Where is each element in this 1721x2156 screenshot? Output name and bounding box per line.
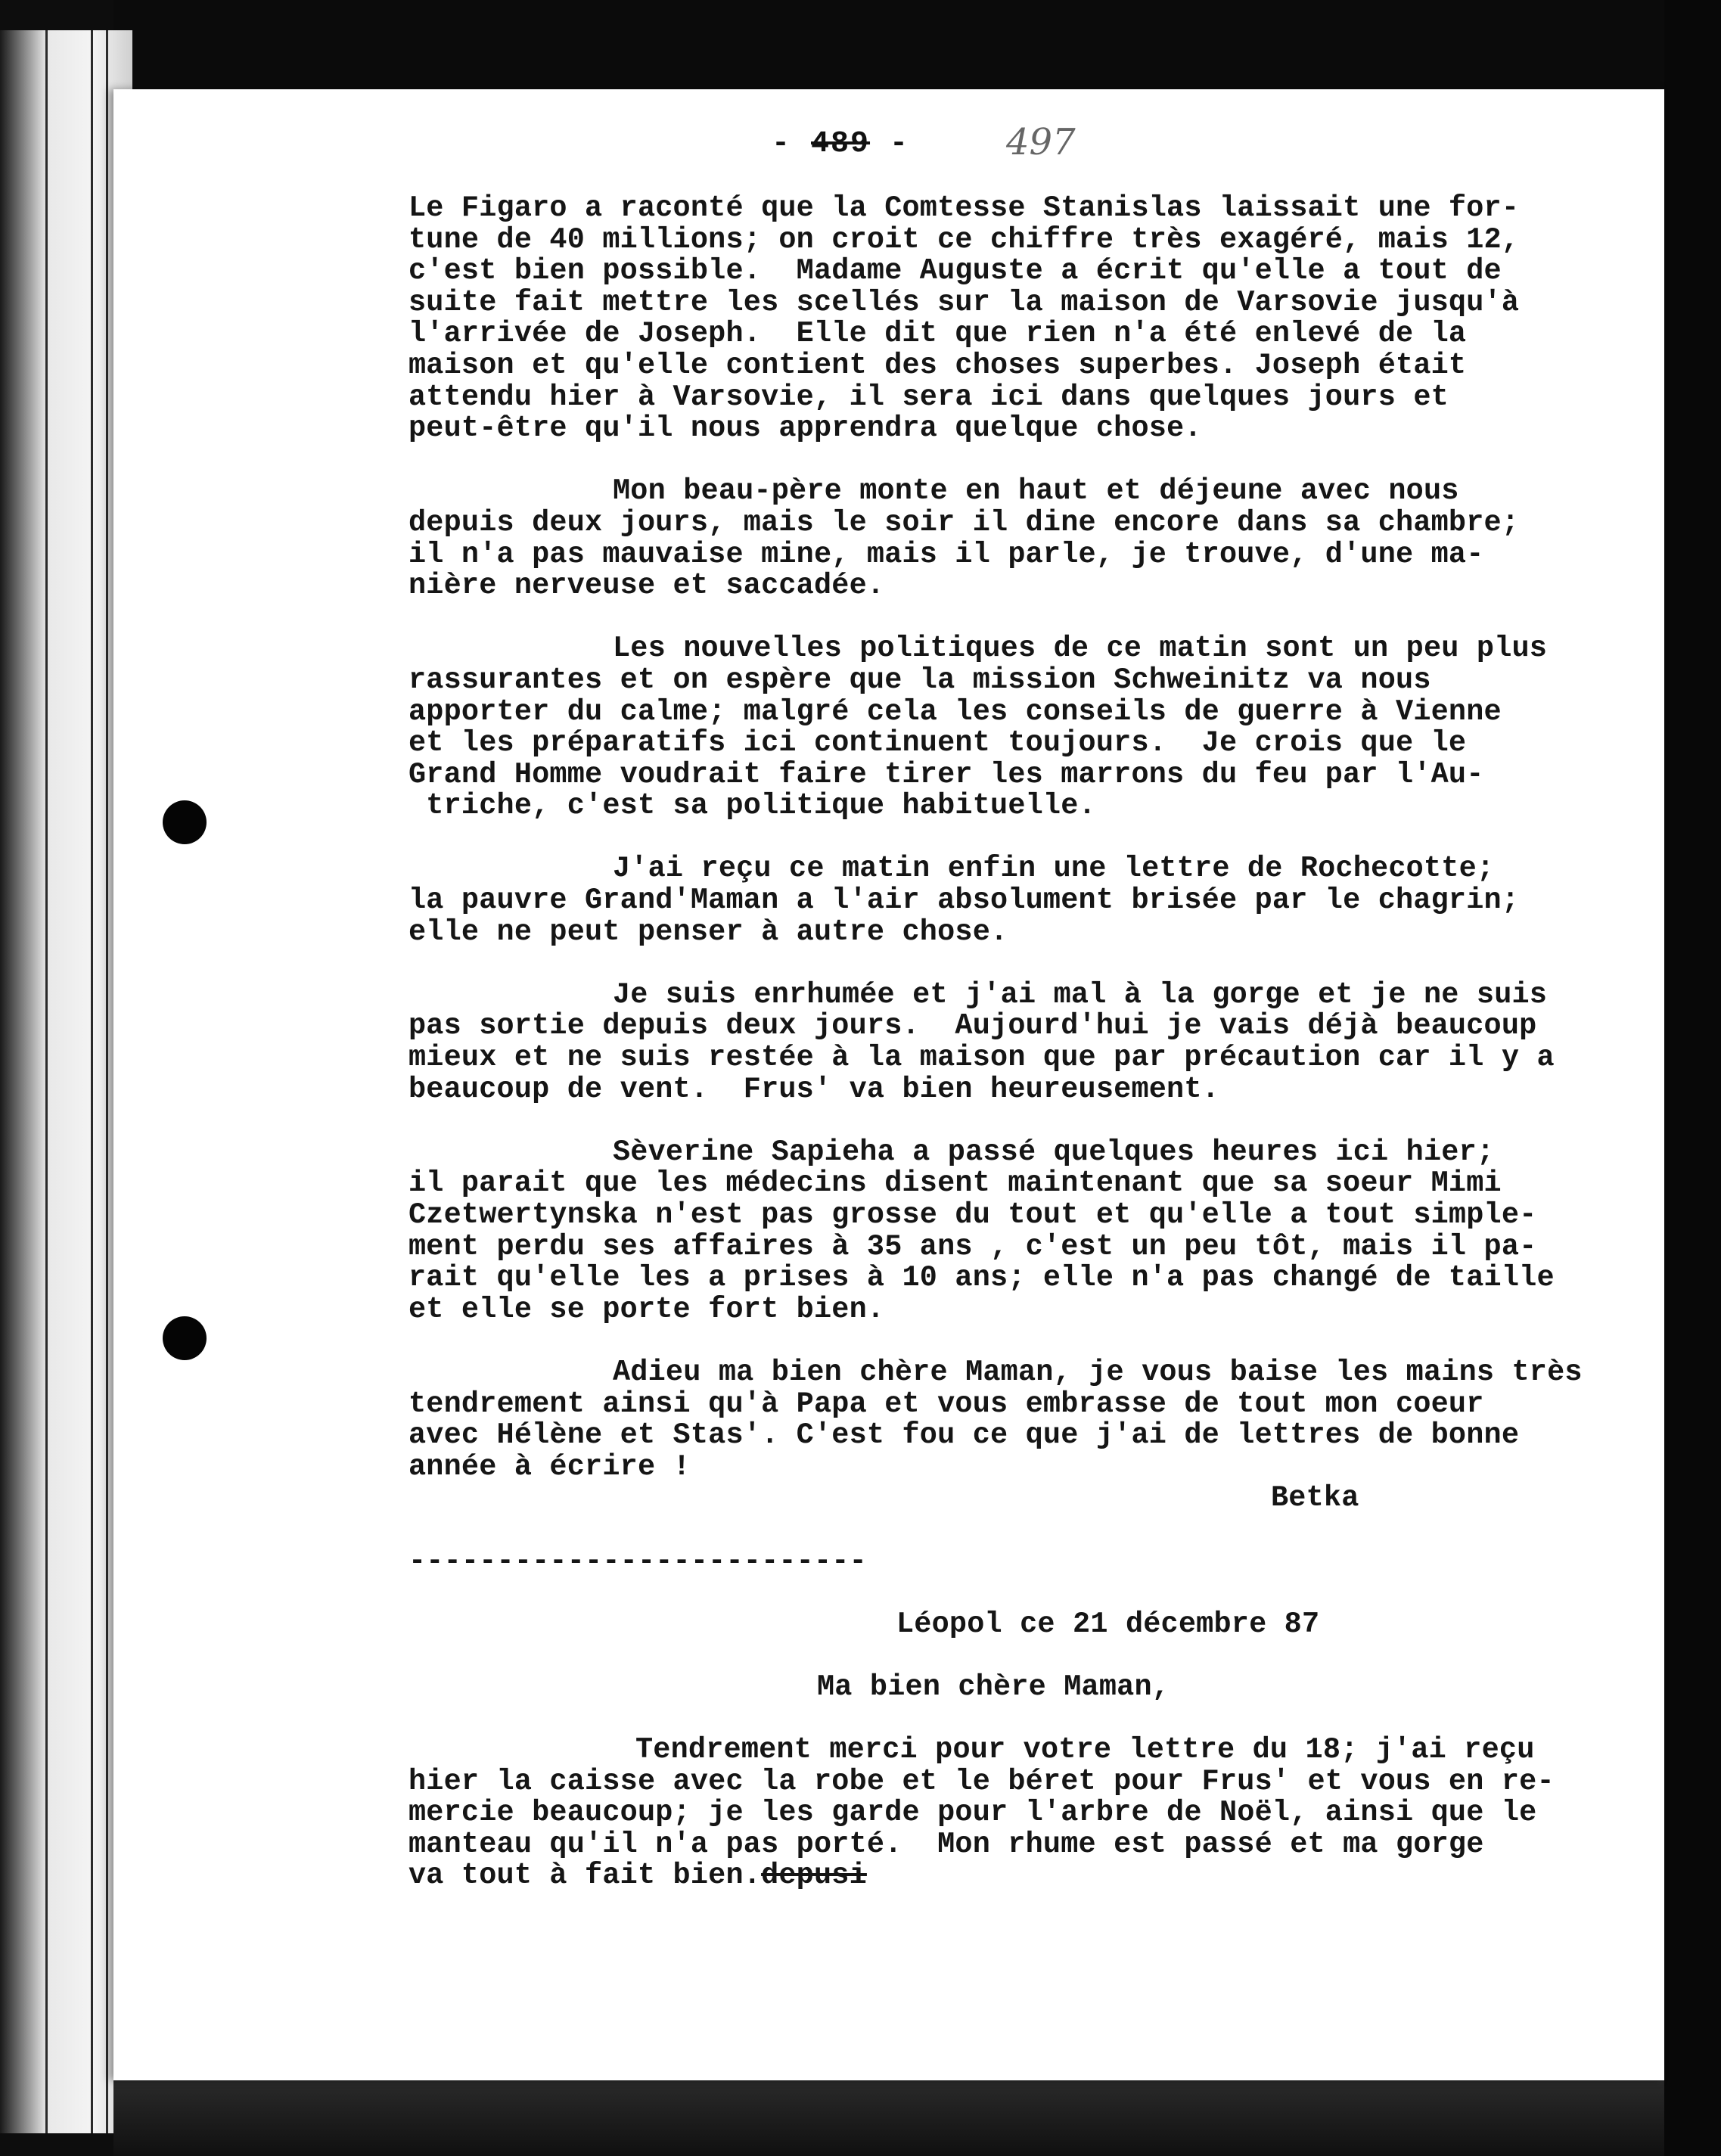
text-line: beaucoup de vent. Frus' va bien heureusement. (409, 1072, 1219, 1106)
text-line: mercie beaucoup; je les garde pour l'arbre de Noël, ainsi que le (409, 1796, 1537, 1830)
text-line: apporter du calme; malgré cela les conseils de guerre à Vienne (409, 694, 1502, 729)
text-fragment: va tout à fait bien. (409, 1859, 762, 1893)
text-line: tune de 40 millions; on croit ce chiffre très exagéré, mais 12, (409, 222, 1520, 256)
paragraph (409, 977, 1657, 1106)
signature: Betka (1271, 1481, 1359, 1515)
text-line: avec Hélène et Stas'. C'est fou ce que j'ai de lettres de bonne (409, 1418, 1520, 1452)
text-line: c'est bien possible. Madame Auguste a écrit qu'elle a tout de (409, 254, 1502, 288)
text-line: il parait que les médecins disent maintenant que sa soeur Mimi (409, 1167, 1502, 1201)
text-line: année à écrire ! (409, 1449, 691, 1483)
text-line: elle ne peut penser à autre chose. (409, 915, 1008, 949)
text-line: rassurantes et on espère que la mission Schweinitz va nous (409, 663, 1431, 697)
scan-bottom-border (113, 2080, 1664, 2156)
paragraph (409, 1137, 1657, 1326)
text-line: attendu hier à Varsovie, il sera ici dans quelques jours et (409, 380, 1449, 414)
text-line: pas sortie depuis deux jours. Aujourd'hui je vais déjà beaucoup (409, 1009, 1537, 1043)
text-line: depuis deux jours, mais le soir il dine encore dans sa chambre; (409, 505, 1520, 539)
page-number: - 489 - (772, 127, 910, 161)
text-line: Les nouvelles politiques de ce matin sont un peu plus (613, 632, 1548, 666)
text-line: Grand Homme voudrait faire tirer les marrons du feu par l'Au- (409, 757, 1484, 791)
separator-line: -------------------------- (409, 1546, 867, 1578)
text-line: Je suis enrhumée et j'ai mal à la gorge et je ne suis (613, 977, 1548, 1011)
page-edge-line (45, 30, 48, 2133)
text-line: tendrement ainsi qu'à Papa et vous embrasse de tout mon coeur (409, 1387, 1484, 1421)
scan-top-border (113, 0, 1664, 89)
letter-date: Léopol ce 21 décembre 87 (896, 1607, 1320, 1641)
text-line: la pauvre Grand'Maman a l'air absolument brisée par le chagrin; (409, 884, 1520, 918)
text-line: Czetwertynska n'est pas grosse du tout et qu'elle a tout simple- (409, 1198, 1537, 1232)
text-line: et elle se porte fort bien. (409, 1292, 885, 1326)
text-line: manteau qu'il n'a pas porté. Mon rhume est passé et ma gorge (409, 1827, 1484, 1861)
text-line: Sèverine Sapieha a passé quelques heures ici hier; (613, 1135, 1495, 1169)
handwritten-page-number: 497 (1006, 121, 1076, 163)
text-line: triche, c'est sa politique habituelle. (409, 789, 1096, 823)
text-line: suite fait mettre les scellés sur la maison de Varsovie jusqu'à (409, 285, 1520, 319)
text-line: et les préparatifs ici continuent toujours. Je crois que le (409, 726, 1467, 760)
text-line: Mon beau-père monte en haut et déjeune avec nous (613, 474, 1459, 508)
punch-hole (163, 1316, 207, 1360)
text-line: rait qu'elle les a prises à 10 ans; elle n'a pas changé de taille (409, 1261, 1555, 1295)
text-line: hier la caisse avec la robe et le béret pour Frus' et vous en re- (409, 1764, 1555, 1798)
letter-body (409, 193, 1657, 1892)
text-line: mieux et ne suis restée à la maison que par précaution car il y a (409, 1041, 1555, 1075)
text-line (409, 1860, 1657, 1892)
text-line: peut-être qu'il nous apprendra quelque chose. (409, 412, 1202, 446)
text-line: maison et qu'elle contient des choses superbes. Joseph était (409, 348, 1467, 382)
struck-word: depusi (761, 1859, 867, 1893)
salutation: Ma bien chère Maman, (817, 1670, 1170, 1704)
scan-right-border (1664, 0, 1721, 2156)
paragraph (409, 1357, 1657, 1483)
text-line: l'arrivée de Joseph. Elle dit que rien n'a été enlevé de la (409, 317, 1467, 351)
text-line: J'ai reçu ce matin enfin une lettre de Rochecotte; (613, 852, 1495, 886)
paragraph (409, 476, 1657, 601)
paragraph (409, 193, 1657, 445)
underlying-page-edge (0, 30, 132, 2133)
text-line: Le Figaro a raconté que la Comtesse Stanislas laissait une for- (409, 191, 1520, 225)
text-line: Adieu ma bien chère Maman, je vous baise les mains très (613, 1355, 1583, 1389)
page-edge-line (91, 30, 93, 2133)
paragraph (409, 853, 1657, 948)
paragraph (409, 633, 1657, 822)
paragraph (409, 1735, 1657, 1892)
text-line: Tendrement merci pour votre lettre du 18; j'ai reçu (635, 1733, 1535, 1767)
punch-hole (163, 800, 207, 844)
text-line: ment perdu ses affaires à 35 ans , c'est un peu tôt, mais il pa- (409, 1229, 1537, 1263)
page-edge-line (106, 30, 108, 2133)
text-line: il n'a pas mauvaise mine, mais il parle, je trouve, d'une ma- (409, 537, 1484, 571)
text-line: nière nerveuse et saccadée. (409, 569, 885, 603)
